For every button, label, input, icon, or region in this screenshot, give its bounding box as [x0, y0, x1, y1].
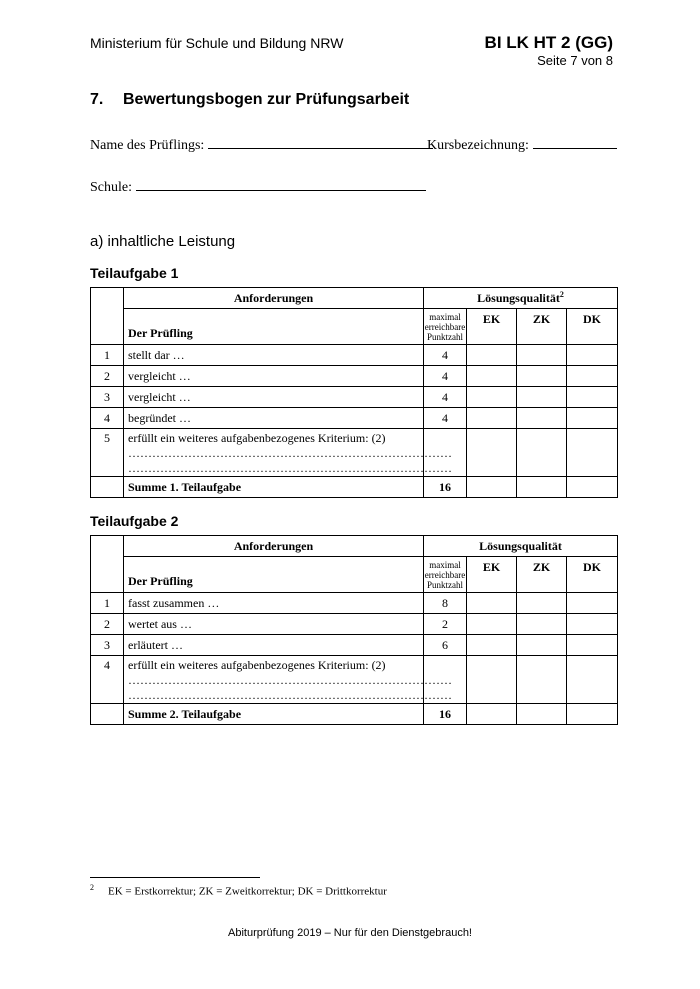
- table-row: [91, 366, 618, 387]
- num-header-cell: [91, 288, 124, 345]
- ek-header: EK: [467, 557, 517, 593]
- dk-sum-cell[interactable]: [567, 704, 618, 725]
- sum-num-cell: [91, 704, 124, 725]
- ek-sum-cell[interactable]: [467, 704, 517, 725]
- dotted-line: ………………………………………………………………………: [128, 688, 452, 702]
- row-number: 4: [91, 408, 124, 429]
- zk-cell[interactable]: [517, 656, 567, 704]
- dk-header: DK: [567, 557, 618, 593]
- sum-label: Summe 1. Teilaufgabe: [124, 477, 424, 498]
- table-row: [91, 387, 618, 408]
- task-2-title: Teilaufgabe 2: [90, 513, 179, 529]
- row-requirement-extra: [124, 429, 452, 477]
- school-field[interactable]: [136, 178, 426, 191]
- sum-points: 16: [424, 704, 467, 725]
- name-field[interactable]: [208, 136, 433, 149]
- section-title: [90, 91, 409, 109]
- zk-cell[interactable]: [517, 408, 567, 429]
- zk-cell[interactable]: [517, 593, 567, 614]
- table-row: [91, 635, 618, 656]
- course-row: [427, 136, 617, 154]
- quality-header-text: Lösungsqualität: [477, 291, 560, 305]
- row-points: 2: [424, 614, 467, 635]
- row-requirement: begründet …: [124, 408, 424, 429]
- row-requirement: wertet aus …: [124, 614, 424, 635]
- row-number: 1: [91, 593, 124, 614]
- footnote-mark: 2: [90, 883, 94, 892]
- row-points: 4: [424, 408, 467, 429]
- ministry-name: Ministerium für Schule und Bildung NRW: [90, 35, 344, 51]
- row-number: 3: [91, 387, 124, 408]
- table-row: [91, 614, 618, 635]
- page-number: Seite 7 von 8: [537, 53, 613, 68]
- name-row: [90, 136, 433, 154]
- dk-cell[interactable]: [567, 345, 618, 366]
- task-1-table: [90, 287, 618, 498]
- max-points-header: maximal erreichbare Punktzahl: [424, 309, 467, 345]
- ek-cell[interactable]: [467, 614, 517, 635]
- row-points: 4: [424, 387, 467, 408]
- zk-header: ZK: [517, 557, 567, 593]
- task-2-table: [90, 535, 618, 725]
- ek-sum-cell[interactable]: [467, 477, 517, 498]
- footnote-divider: [90, 877, 260, 878]
- dotted-line: ………………………………………………………………………: [128, 461, 452, 475]
- school-label: Schule:: [90, 180, 132, 195]
- exam-code: BI LK HT 2 (GG): [484, 33, 613, 52]
- table-row-extra: [91, 429, 618, 477]
- dk-cell[interactable]: [567, 614, 618, 635]
- course-field[interactable]: [533, 136, 617, 149]
- dk-cell[interactable]: [567, 366, 618, 387]
- zk-cell[interactable]: [517, 366, 567, 387]
- requirements-header: Anforderungen: [124, 288, 424, 309]
- row-points: 4: [424, 345, 467, 366]
- ek-header: EK: [467, 309, 517, 345]
- task-1-title: Teilaufgabe 1: [90, 265, 179, 281]
- school-row: [90, 178, 426, 196]
- extra-criterion-text: erfüllt ein weiteres aufgabenbezogenes Kriterium: (2): [128, 431, 386, 445]
- course-label: Kursbezeichnung:: [427, 138, 529, 153]
- row-points: 4: [424, 366, 467, 387]
- name-label: Name des Prüflings:: [90, 138, 205, 153]
- table-row-extra: [91, 656, 618, 704]
- row-number: 3: [91, 635, 124, 656]
- zk-cell[interactable]: [517, 387, 567, 408]
- row-number: 1: [91, 345, 124, 366]
- subheading: a) inhaltliche Leistung: [90, 233, 236, 250]
- dk-cell[interactable]: [567, 656, 618, 704]
- row-number: 2: [91, 366, 124, 387]
- row-number: 2: [91, 614, 124, 635]
- ek-cell[interactable]: [467, 366, 517, 387]
- footnote: [90, 883, 387, 898]
- sum-num-cell: [91, 477, 124, 498]
- row-requirement: vergleicht …: [124, 387, 424, 408]
- table-row: [91, 345, 618, 366]
- ek-cell[interactable]: [467, 593, 517, 614]
- max-points-header: maximal erreichbare Punktzahl: [424, 557, 467, 593]
- row-number: 4: [91, 656, 124, 704]
- quality-header: Lösungsqualität: [424, 536, 618, 557]
- dk-cell[interactable]: [567, 387, 618, 408]
- sum-label: Summe 2. Teilaufgabe: [124, 704, 424, 725]
- row-requirement: fasst zusammen …: [124, 593, 424, 614]
- ek-cell[interactable]: [467, 408, 517, 429]
- dk-cell[interactable]: [567, 635, 618, 656]
- row-requirement: erläutert …: [124, 635, 424, 656]
- table-row: [91, 593, 618, 614]
- row-requirement: stellt dar …: [124, 345, 424, 366]
- examinee-header: Der Prüfling: [124, 309, 424, 345]
- ek-cell[interactable]: [467, 656, 517, 704]
- zk-cell[interactable]: [517, 345, 567, 366]
- dotted-line: ………………………………………………………………………: [128, 446, 452, 460]
- page-footer: Abiturprüfung 2019 – Nur für den Dienstgebrauch!: [228, 927, 472, 939]
- footnote-text: EK = Erstkorrektur; ZK = Zweitkorrektur; DK = Drittkorrektur: [108, 885, 387, 898]
- zk-sum-cell[interactable]: [517, 704, 567, 725]
- row-number: 5: [91, 429, 124, 477]
- dotted-line: ………………………………………………………………………: [128, 673, 452, 687]
- requirements-header: Anforderungen: [124, 536, 424, 557]
- section-title-text: Bewertungsbogen zur Prüfungsarbeit: [123, 91, 410, 108]
- sum-points: 16: [424, 477, 467, 498]
- zk-header: ZK: [517, 309, 567, 345]
- num-header-cell: [91, 536, 124, 593]
- row-requirement-extra: [124, 656, 452, 704]
- zk-cell[interactable]: [517, 429, 567, 477]
- section-number: 7.: [90, 91, 104, 108]
- zk-sum-cell[interactable]: [517, 477, 567, 498]
- row-requirement: vergleicht …: [124, 366, 424, 387]
- extra-criterion-text: erfüllt ein weiteres aufgabenbezogenes Kriterium: (2): [128, 658, 386, 672]
- footnote-ref: 2: [559, 290, 564, 299]
- row-points: 6: [424, 635, 467, 656]
- zk-cell[interactable]: [517, 614, 567, 635]
- page-header-right: [485, 33, 613, 68]
- dk-cell[interactable]: [567, 429, 618, 477]
- ek-cell[interactable]: [467, 345, 517, 366]
- ek-cell[interactable]: [467, 429, 517, 477]
- sum-row: [91, 704, 618, 725]
- dk-cell[interactable]: [567, 593, 618, 614]
- row-points: 8: [424, 593, 467, 614]
- ek-cell[interactable]: [467, 387, 517, 408]
- ek-cell[interactable]: [467, 635, 517, 656]
- zk-cell[interactable]: [517, 635, 567, 656]
- table-row: [91, 408, 618, 429]
- sum-row: [91, 477, 618, 498]
- dk-header: DK: [567, 309, 618, 345]
- examinee-header: Der Prüfling: [124, 557, 424, 593]
- dk-sum-cell[interactable]: [567, 477, 618, 498]
- quality-header: [424, 288, 618, 309]
- dk-cell[interactable]: [567, 408, 618, 429]
